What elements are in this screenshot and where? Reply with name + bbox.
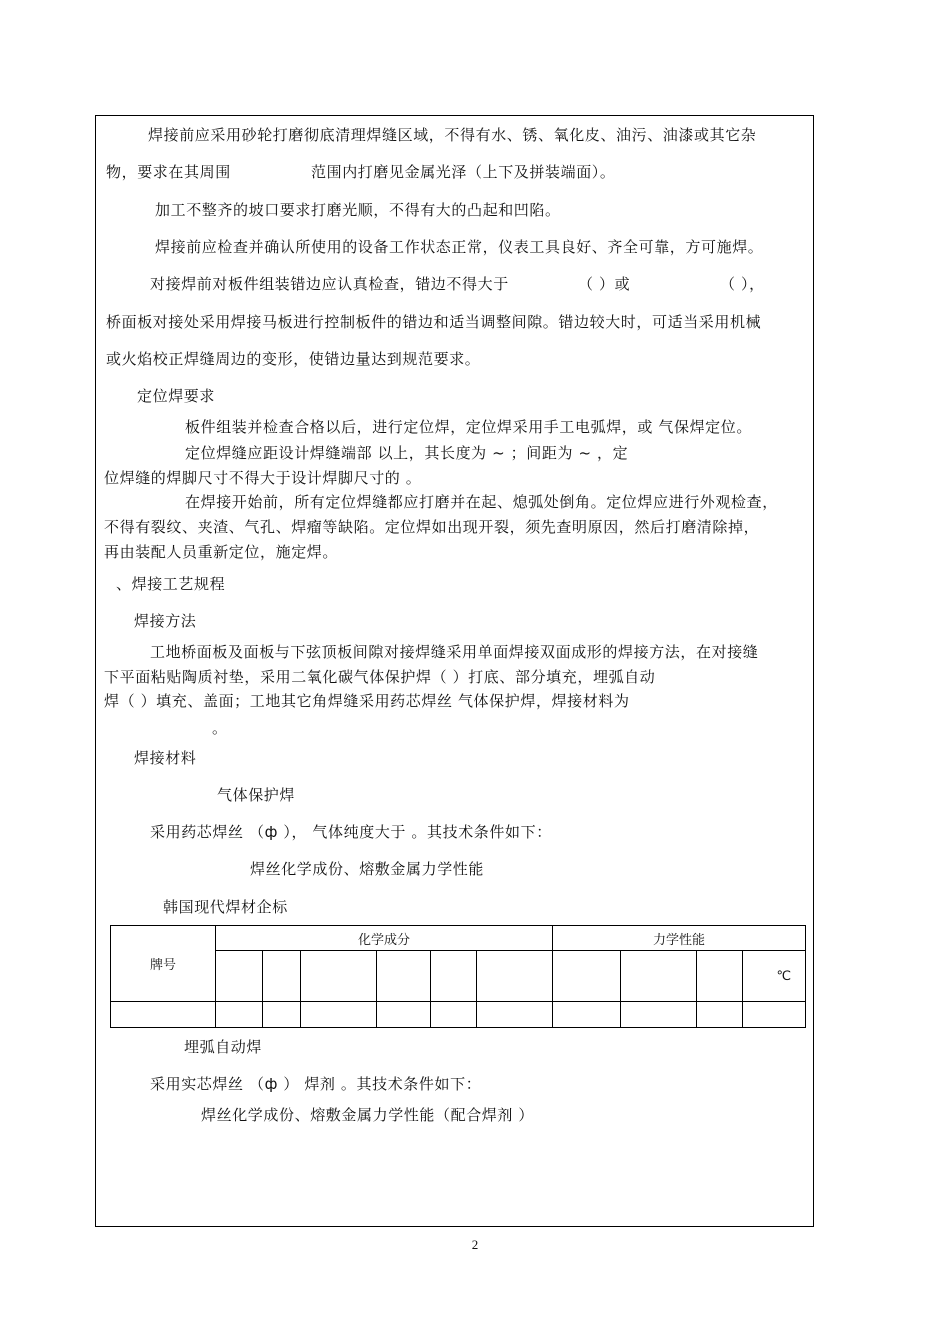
tack-weld-line-6: 再由装配人员重新定位，施定焊。 bbox=[104, 543, 339, 561]
table-cell bbox=[743, 1002, 806, 1028]
welding-spec-table bbox=[110, 925, 806, 1028]
brand-column-header: 牌号 bbox=[111, 926, 216, 1002]
tack-weld-line-4: 在焊接开始前，所有定位焊缝都应打磨并在起、熄弧处倒角。定位焊应进行外观检查， bbox=[185, 493, 778, 511]
table-cell bbox=[377, 951, 431, 1002]
prep-paragraph-4-line-1: 对接焊前对板件组装错边应认真检查，错边不得大于 bbox=[150, 275, 509, 293]
chemical-composition-header: 化学成分 bbox=[216, 926, 553, 951]
saw-line: 采用实芯焊丝 （ф ） 焊剂 。其技术条件如下： bbox=[150, 1075, 482, 1093]
prep-paragraph-2: 加工不整齐的坡口要求打磨光顺，不得有大的凸起和凹陷。 bbox=[155, 201, 561, 219]
prep-paragraph-3: 焊接前应检查并确认所使用的设备工作状态正常，仪表工具良好、齐全可靠，方可施焊。 bbox=[155, 238, 764, 256]
table-cell bbox=[477, 951, 553, 1002]
table-cell bbox=[553, 1002, 621, 1028]
prep-paragraph-1-line-2a: 物，要求在其周围 bbox=[106, 163, 231, 181]
table-cell bbox=[431, 1002, 477, 1028]
table-cell bbox=[111, 1002, 216, 1028]
saw-sub: 焊丝化学成份、熔敷金属力学性能（配合焊剂 ） bbox=[201, 1106, 534, 1124]
tack-weld-line-5: 不得有裂纹、夹渣、气孔、焊瘤等缺陷。定位焊如出现开裂，须先查明原因，然后打磨清除掉， bbox=[104, 518, 760, 536]
prep-paragraph-1-line-2b: 范围内打磨见金属光泽（上下及拼装端面）。 bbox=[311, 163, 616, 181]
gas-shielded-line: 采用药芯焊丝 （ф ）， 气体纯度大于 。其技术条件如下： bbox=[150, 823, 552, 841]
gas-shielded-sub: 焊丝化学成份、熔敷金属力学性能 bbox=[250, 860, 485, 878]
mechanical-properties-header: 力学性能 bbox=[553, 926, 806, 951]
temperature-unit-cell bbox=[743, 951, 806, 1002]
table-cell bbox=[431, 951, 477, 1002]
table-cell bbox=[621, 951, 697, 1002]
table-cell bbox=[697, 951, 743, 1002]
material-heading: 焊接材料 bbox=[134, 749, 197, 767]
procedure-heading: 、焊接工艺规程 bbox=[116, 575, 226, 593]
gas-shielded-heading: 气体保护焊 bbox=[217, 786, 296, 804]
table-cell bbox=[553, 951, 621, 1002]
method-line-3: 焊（ ）填充、盖面；工地其它角焊缝采用药芯焊丝 气体保护焊，焊接材料为 bbox=[104, 692, 630, 710]
method-line-1: 工地桥面板及面板与下弦顶板间隙对接焊缝采用单面焊接双面成形的焊接方法，在对接缝 bbox=[150, 643, 759, 661]
prep-paragraph-4-paren-2: （ ）， bbox=[720, 275, 765, 293]
table-cell bbox=[477, 1002, 553, 1028]
prep-paragraph-1-line-1: 焊接前应采用砂轮打磨彻底清理焊缝区域，不得有水、锈、氧化皮、油污、油漆或其它杂 bbox=[148, 126, 757, 144]
prep-paragraph-4-paren-1: （ ）或 bbox=[578, 275, 631, 293]
method-line-2: 下平面粘贴陶质衬垫，采用二氧化碳气体保护焊（ ）打底、部分填充，埋弧自动 bbox=[104, 668, 656, 686]
table-cell bbox=[216, 951, 263, 1002]
tack-weld-line-1: 板件组装并检查合格以后，进行定位焊，定位焊采用手工电弧焊，或 气保焊定位。 bbox=[185, 418, 752, 436]
prep-paragraph-4-line-2: 桥面板对接处采用焊接马板进行控制板件的错边和适当调整间隙。错边较大时，可适当采用机械 bbox=[106, 313, 762, 331]
brand-standard-label: 韩国现代焊材企标 bbox=[163, 898, 288, 916]
method-line-4: 。 bbox=[212, 719, 228, 737]
table-cell bbox=[301, 1002, 377, 1028]
table-cell bbox=[697, 1002, 743, 1028]
table-cell bbox=[263, 951, 301, 1002]
tack-weld-line-2: 定位焊缝应距设计焊缝端部 以上，其长度为 ~ ；间距为 ~ ，定 bbox=[185, 444, 629, 462]
tack-weld-line-3: 位焊缝的焊脚尺寸不得大于设计焊脚尺寸的 。 bbox=[104, 469, 422, 487]
table-cell bbox=[216, 1002, 263, 1028]
prep-paragraph-4-line-3: 或火焰校正焊缝周边的变形，使错边量达到规范要求。 bbox=[106, 350, 481, 368]
celsius-unit: ℃ bbox=[776, 968, 792, 984]
table-cell bbox=[301, 951, 377, 1002]
page-number: 2 bbox=[471, 1237, 479, 1252]
table-cell bbox=[621, 1002, 697, 1028]
table-cell bbox=[263, 1002, 301, 1028]
tack-weld-heading: 定位焊要求 bbox=[137, 387, 216, 405]
table-cell bbox=[377, 1002, 431, 1028]
saw-heading: 埋弧自动焊 bbox=[184, 1038, 263, 1056]
method-heading: 焊接方法 bbox=[134, 612, 197, 630]
table-row bbox=[111, 1002, 806, 1028]
